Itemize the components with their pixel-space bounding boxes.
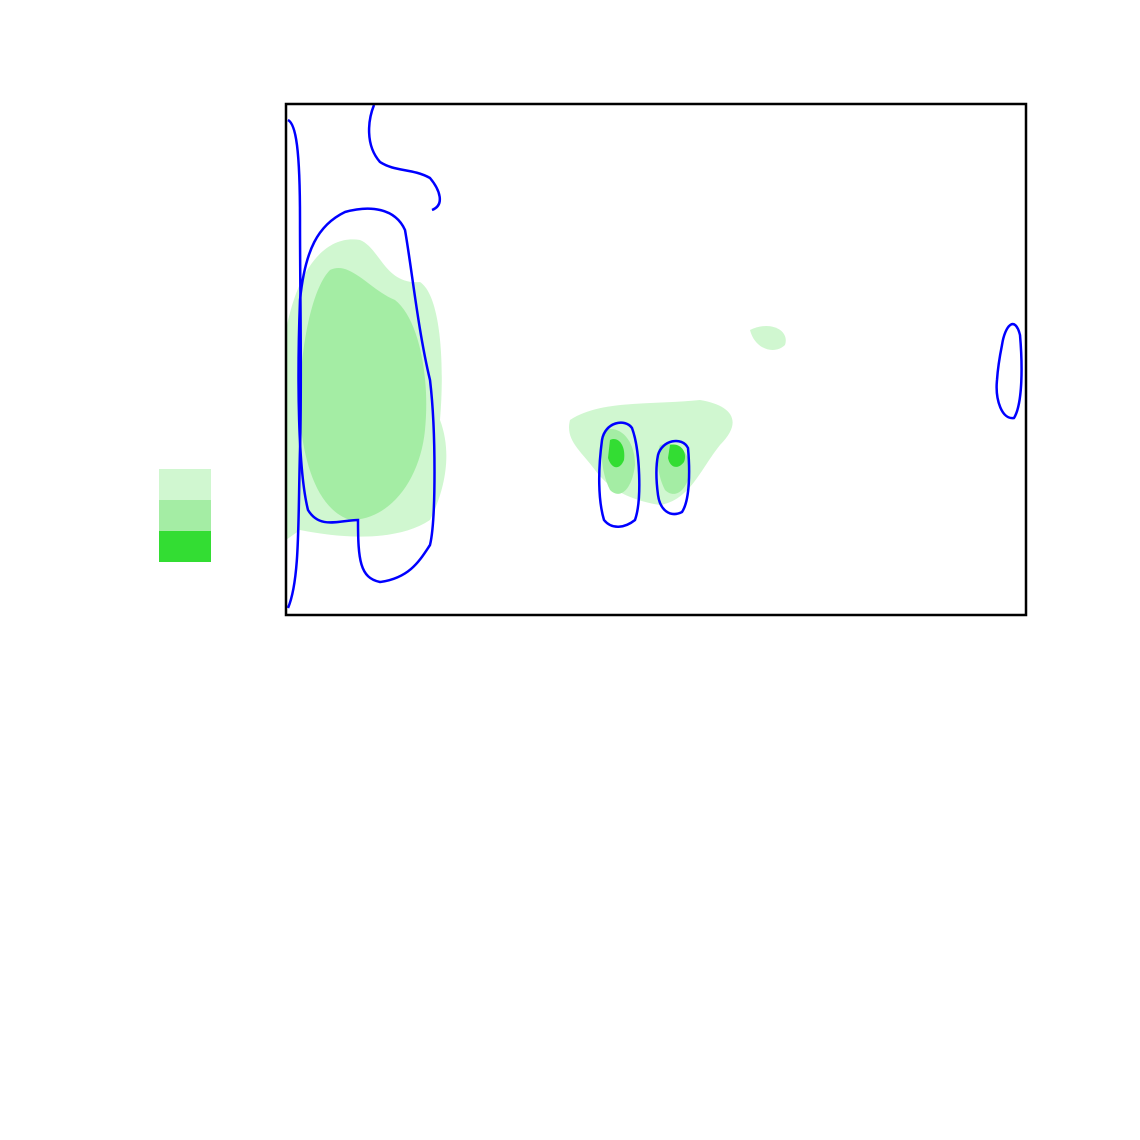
main-panel: [286, 104, 1026, 615]
